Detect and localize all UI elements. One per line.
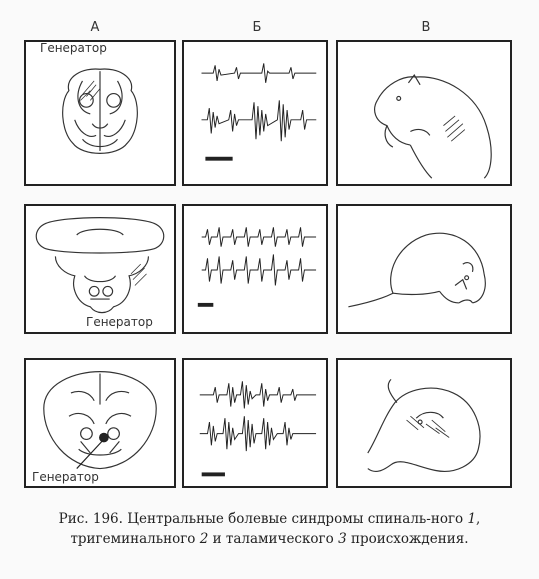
rat-writhing-drawing	[338, 360, 510, 486]
animal-behavior-panel-3	[336, 358, 512, 488]
figure-caption	[14, 509, 525, 549]
caption-number-2: 2	[199, 531, 209, 547]
caption-number-1: 1	[467, 511, 477, 527]
spinal-cord-section-drawing	[26, 42, 174, 184]
animal-behavior-panel-2	[336, 204, 512, 334]
eeg-panel-3	[182, 358, 328, 488]
generator-label-3: Генератор	[32, 470, 99, 484]
eeg-trace-drawing	[184, 42, 326, 184]
generator-label-2: Генератор	[86, 315, 153, 329]
column-label-b: Б	[252, 20, 262, 35]
rat-face-scratching-drawing	[338, 206, 510, 332]
eeg-trace-drawing	[184, 206, 326, 332]
caption-text-1: Центральные болевые синдромы спиналь-ного	[122, 511, 468, 527]
animal-behavior-panel-1	[336, 40, 512, 186]
column-label-a: А	[90, 20, 100, 35]
caption-text-3: и таламического	[208, 531, 339, 547]
eeg-trace-drawing	[184, 360, 326, 486]
brain-section-panel-1	[24, 40, 176, 186]
brain-section-panel-3	[24, 358, 176, 488]
rat-scratching-drawing	[338, 42, 510, 184]
caption-number-3: 3	[338, 531, 347, 547]
brainstem-section-drawing	[26, 206, 174, 332]
caption-text-2: , тригеминального	[70, 511, 481, 547]
thalamus-section-drawing	[26, 360, 174, 486]
caption-text-4: происхождения.	[346, 531, 469, 547]
column-label-c: В	[421, 20, 431, 35]
eeg-panel-1	[182, 40, 328, 186]
caption-prefix: Рис. 196.	[58, 511, 123, 527]
generator-label-1: Генератор	[40, 41, 107, 55]
eeg-panel-2	[182, 204, 328, 334]
